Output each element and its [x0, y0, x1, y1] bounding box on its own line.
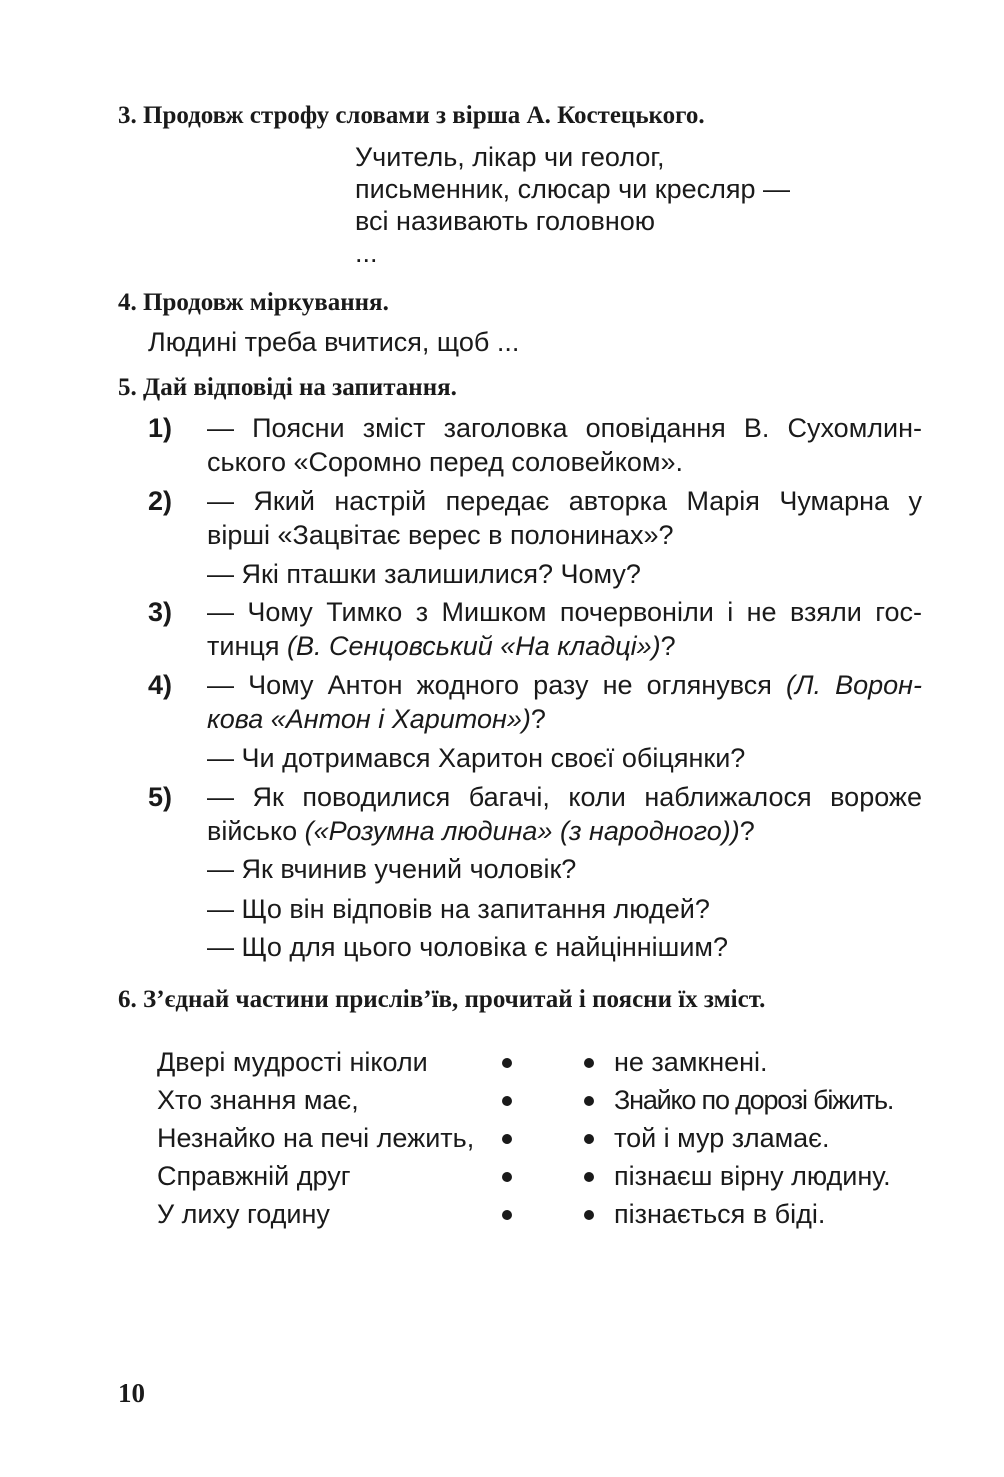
poem-line-2: письменник, слюсар чи кресляр —: [355, 174, 790, 204]
question-5-line-5: — Що для цього чоловіка є найціннішим?: [207, 932, 729, 962]
right-match-dot-3[interactable]: [584, 1134, 594, 1144]
left-match-dot-4[interactable]: [502, 1172, 512, 1182]
proverb-start-1: Двері мудрості ніколи: [157, 1047, 428, 1077]
question-4-line-3: — Чи дотримався Харитон своєї обіцянки?: [207, 743, 746, 773]
poem-line-4: ...: [355, 238, 378, 268]
question-2-number: 2): [148, 486, 173, 516]
question-2-line-3: — Які пташки залишилися? Чому?: [207, 559, 641, 589]
right-match-dot-4[interactable]: [584, 1172, 594, 1182]
question-1-line-1: — Поясни зміст заголовка оповідання В. Сухомлин-: [207, 413, 922, 443]
question-2-line-1: — Який настрій передає авторка Марія Чумарна у: [207, 486, 922, 516]
question-4-line-2: кова «Антон і Харитон»)?: [207, 704, 546, 734]
question-3-line-1: — Чому Тимко з Мишком почервоніли і не взяли гос-: [207, 597, 922, 627]
question-2-line-2: вірші «Зацвітає верес в полонинах»?: [207, 520, 674, 550]
proverb-end-4: пізнаєш вірну людину.: [614, 1161, 891, 1191]
question-1-line-2: ського «Соромно перед соловейком».: [207, 447, 684, 477]
task-3-heading: 3. Продовж строфу словами з вірша А. Костецького.: [118, 102, 705, 129]
question-4-line-1: — Чому Антон жодного разу не оглянувся (Л. Ворон-: [207, 670, 922, 700]
left-match-dot-2[interactable]: [502, 1096, 512, 1106]
question-5-number: 5): [148, 782, 173, 812]
question-3-line-2: тинця (В. Сенцовський «На кладці»)?: [207, 631, 676, 661]
proverb-start-2: Хто знання має,: [157, 1085, 359, 1115]
right-match-dot-2[interactable]: [584, 1096, 594, 1106]
left-match-dot-5[interactable]: [502, 1210, 512, 1220]
proverb-start-4: Справжній друг: [157, 1161, 351, 1191]
left-match-dot-1[interactable]: [502, 1058, 512, 1068]
question-3-number: 3): [148, 597, 173, 627]
poem-line-3: всі називають головною: [355, 206, 656, 236]
task-6-heading: 6. З’єднай частини прислів’їв, прочитай і поясни їх зміст.: [118, 986, 766, 1013]
question-5-line-1: — Як поводилися багачі, коли наближалося вороже: [207, 782, 922, 812]
question-5-line-3: — Як вчинив учений чоловік?: [207, 854, 577, 884]
proverb-end-2: Знайко по дорозі біжить.: [614, 1085, 894, 1115]
left-match-dot-3[interactable]: [502, 1134, 512, 1144]
proverb-end-1: не замкнені.: [614, 1047, 768, 1077]
question-4-number: 4): [148, 670, 173, 700]
task-4-heading: 4. Продовж міркування.: [118, 289, 389, 316]
proverb-end-5: пізнається в біді.: [614, 1199, 826, 1229]
proverb-end-3: той і мур зламає.: [614, 1123, 830, 1153]
poem-line-1: Учитель, лікар чи геолог,: [355, 142, 665, 172]
right-match-dot-5[interactable]: [584, 1210, 594, 1220]
question-1-number: 1): [148, 413, 173, 443]
question-5-line-2: військо («Розумна людина» (з народного))?: [207, 816, 755, 846]
task-5-heading: 5. Дай відповіді на запитання.: [118, 374, 457, 401]
page-number: 10: [118, 1378, 145, 1408]
proverb-start-3: Незнайко на печі лежить,: [157, 1123, 475, 1153]
right-match-dot-1[interactable]: [584, 1058, 594, 1068]
question-5-line-4: — Що він відповів на запитання людей?: [207, 894, 710, 924]
task-4-text: Людині треба вчитися, щоб ...: [148, 327, 520, 357]
proverb-start-5: У лиху годину: [157, 1199, 330, 1229]
